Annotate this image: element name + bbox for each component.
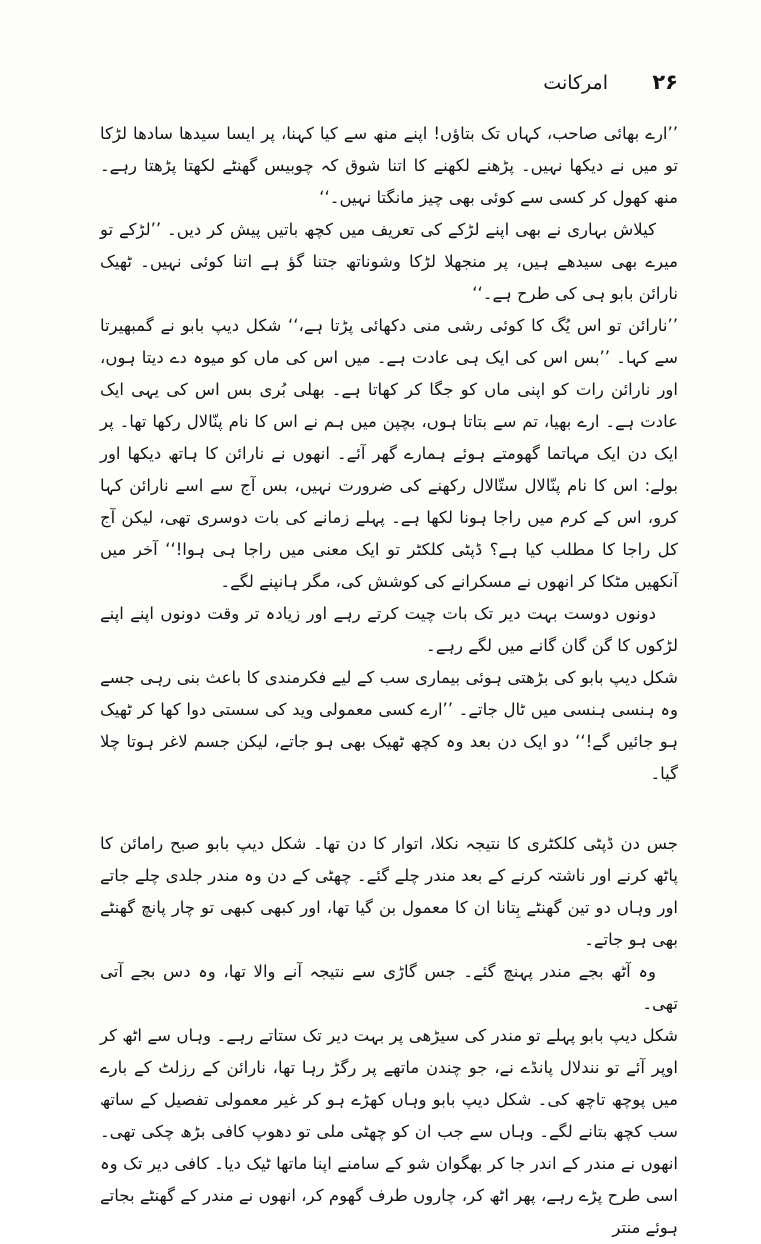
body-text (100, 118, 678, 1244)
paragraph: جس دن ڈپٹی کلکٹری کا نتیجہ نکلا، اتوار کا دن تھا۔ شکل دیپ بابو صبح رامائن کا پاٹھ کرنے اور ناشتہ کرنے کے بعد مندر چلے گئے۔ چھٹی کے دن وہ مندر جلدی چلے جاتے اور وہاں دو تین گھنٹے بِتانا ان کا معمول بن گیا تھا، اور کبھی کبھی تو چار پانچ گھنٹے بھی ہو جاتے۔ (100, 834, 678, 949)
paragraph: شکل دیپ بابو کی بڑھتی ہوئی بیماری سب کے لیے فکرمندی کا باعث بنی رہی جسے وہ ہنسی ہنسی میں ٹال جاتے۔ ’’ارے کسی معمولی وید کی سستی دوا کھا کر ٹھیک ہو جائیں گے!‘‘ دو ایک دن بعد وہ کچھ ٹھیک بھی ہو جاتے، لیکن جسم لاغر ہوتا چلا گیا۔ (100, 668, 678, 783)
paragraph: شکل دیپ بابو پہلے تو مندر کی سیڑھی پر بہت دیر تک ستاتے رہے۔ وہاں سے اٹھ کر اوپر آئے تو نندلال پانڈے نے، جو چندن ماتھے پر رگڑ رہا تھا، نارائن کے رزلٹ کے بارے میں پوچھ تاچھ کی۔ شکل دیپ بابو وہاں کھڑے ہو کر غیر معمولی تفصیل کے ساتھ سب کچھ بتانے لگے۔ وہاں سے جب ان کو چھٹی ملی تو دھوپ کافی بڑھ چکی تھی۔ انھوں نے مندر کے اندر جا کر بھگوان شو کے سامنے اپنا ماتھا ٹیک دیا۔ کافی دیر تک وہ اسی طرح پڑے رہے، پھر اٹھ کر، چاروں طرف گھوم کر، انھوں نے مندر کے گھنٹے بجاتے ہوئے منتر (100, 1026, 678, 1237)
paragraph: ’’نارائن تو اس یُگ کا کوئی رشی منی دکھائی پڑتا ہے،‘‘ شکل دیپ بابو نے گمبھیرتا سے کہا۔ ’’بس اس کی ایک ہی عادت ہے۔ میں اس کی ماں کو میوہ دے دیتا ہوں، اور نارائن رات کو اپنی ماں کو جگا کر کھاتا ہے۔ بھلی بُری بس اس کی یہی ایک عادت ہے۔ ارے بھیا، تم سے بتاتا ہوں، بچپن میں ہم نے اس کا نام پنّالال رکھا تھا۔ پر ایک دن ایک مہاتما گھومتے ہوئے ہمارے گھر آئے۔ انھوں نے نارائن کا ہاتھ دیکھا اور بولے: اس کا نام پنّالال ستّالال رکھنے کی ضرورت نہیں، بس آج سے اسے نارائن کہا کرو، اس کے کرم میں راجا ہونا لکھا ہے۔ پہلے زمانے کی بات دوسری تھی، لیکن آج کل راجا کا مطلب کیا ہے؟ ڈپٹی کلکٹر تو ایک معنی میں راجا ہی ہوا!‘‘ آخر میں آنکھیں مٹکا کر انھوں نے مسکرانے کی کوشش کی، مگر ہانپنے لگے۔ (100, 316, 678, 591)
paragraph: دونوں دوست بہت دیر تک بات چیت کرتے رہے اور زیادہ تر وقت دونوں اپنے اپنے لڑکوں کا گن گان گانے میں لگے رہے۔ (100, 604, 678, 655)
paragraph: وہ آٹھ بجے مندر پہنچ گئے۔ جس گاڑی سے نتیجہ آنے والا تھا، وہ دس بجے آتی تھی۔ (100, 962, 678, 1013)
page-number: ۲۶ (652, 70, 678, 94)
paragraph: کیلاش بہاری نے بھی اپنے لڑکے کی تعریف میں کچھ باتیں پیش کر دیں۔ ’’لڑکے تو میرے بھی سیدھے ہیں، پر منجھلا لڑکا وشوناتھ جتنا گؤ ہے اتنا کوئی نہیں۔ ٹھیک نارائن بابو ہی کی طرح ہے۔‘‘ (100, 220, 678, 303)
paragraph: ’’ارے بھائی صاحب، کہاں تک بتاؤں! اپنے منھ سے کیا کہنا، پر ایسا سیدھا سادھا لڑکا تو میں نے دیکھا نہیں۔ پڑھنے لکھنے کا اتنا شوق کہ چوبیس گھنٹے لکھتا پڑھتا رہے۔ منھ کھول کر کسی سے کوئی بھی چیز مانگتا نہیں۔‘‘ (100, 124, 678, 207)
section-break (100, 790, 678, 828)
running-title: امرکانت (543, 72, 608, 94)
page-header (100, 70, 678, 100)
